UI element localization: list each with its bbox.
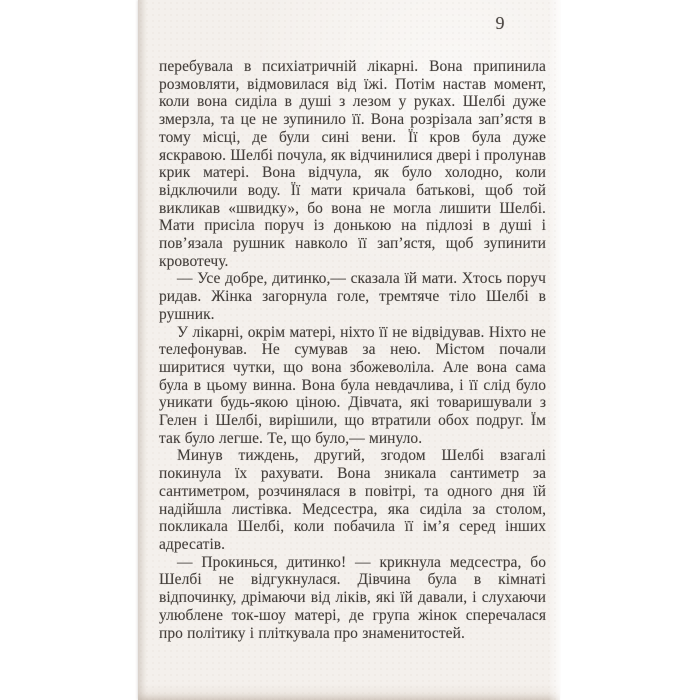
paragraph-dialogue-mother: — Усе добре, дитинко,— сказала їй мати. Хтось поруч ридав. Жінка загорнула голе, тремтяче тіло Шелбі в рушник. <box>159 270 546 323</box>
paragraph-dialogue-nurse: — Прокинься, дитинко! — крикнула медсестра, бо Шелбі не відгукнулася. Дівчина була в кімнаті відпочинку, дрімаючи від ліків, які їй давали, і слухаючи улюблене ток-шоу матері, де група жінок сперечалася про політику і пліткувала про знаменитостей. <box>159 553 546 642</box>
page-text <box>159 58 546 642</box>
page-number: 9 <box>495 13 505 33</box>
book-page <box>138 0 560 700</box>
paragraph-continuation: перебувала в психіатричній лікарні. Вона припинила розмовляти, відмовилася від їжі. Потім настав момент, коли вона сиділа в душі з лезом у руках. Шелбі дуже змерзла, та це не зупинило її. Вона розрізала зап’ястя в тому місці, де були сині вени. Її кров була дуже яскравою. Шелбі почула, як відчинилися двері і пролунав крик матері. Вона відчула, як було холодно, коли відключили воду. Її мати кричала батькові, щоб той викликав «швидку», бо вона не могла лишити Шелбі. Мати присіла поруч із донькою на підлозі в душі і пов’язала рушник навколо її зап’ястя, щоб зупинити кровотечу. <box>159 58 546 270</box>
paragraph-hospital: У лікарні, окрім матері, ніхто її не відвідував. Ніхто не телефонував. Не сумував за нею. Містом почали ширитися чутки, що вона збожеволіла. Але вона сама була в цьому винна. Вона була невдачлива, і її слід було уникати будь-якою ціною. Дівчата, які товаришували з Гелен і Шелбі, вирішили, що втратили обох подруг. Їм так було легше. Те, що було,— минуло. <box>159 323 546 447</box>
paragraph-postcard: Минув тиждень, другий, згодом Шелбі взагалі покинула їх рахувати. Вона зникала сантиметр за сантиметром, розчинялася в повітрі, та одного дня їй надійшла листівка. Медсестра, яка сиділа за столом, покликала Шелбі, коли побачила її ім’я серед інших адресатів. <box>159 447 546 553</box>
